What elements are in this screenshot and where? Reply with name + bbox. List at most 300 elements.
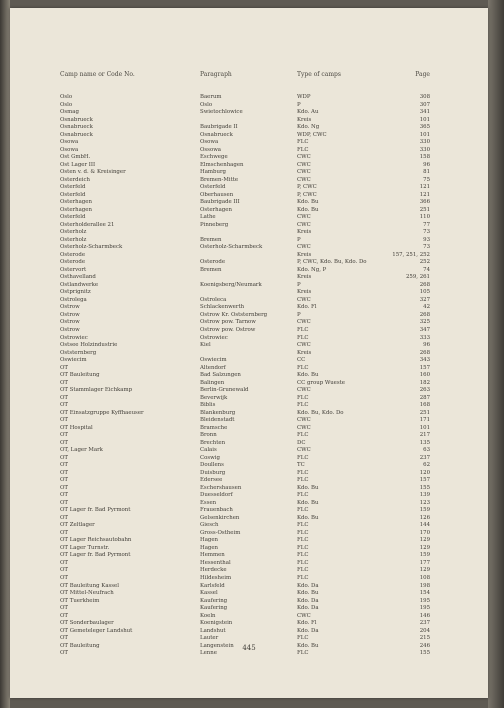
camp-type-cell: Kreis <box>297 229 312 236</box>
camp-type-cell: FLC <box>297 492 309 499</box>
table-row <box>10 222 488 230</box>
paragraph-cell: Hildesheim <box>200 575 232 581</box>
table-row <box>10 274 488 282</box>
camp-name-cell: Osterholz <box>60 229 87 236</box>
camp-name-cell: Ostervort <box>60 266 87 273</box>
page-ref-cell: 347 <box>419 326 430 333</box>
camp-name-cell: OT <box>60 514 69 521</box>
paragraph-cell: Kiel <box>200 342 211 349</box>
table-row <box>10 477 488 485</box>
camp-type-cell: FLC <box>297 522 309 529</box>
camp-name-cell: OT <box>60 394 69 401</box>
camp-name-cell: Oswiecim <box>60 357 87 364</box>
camp-name-cell: Osterode <box>60 259 86 266</box>
camp-name-cell: Osterode <box>60 251 86 258</box>
page-ref-cell: 268 <box>419 281 430 288</box>
binding-edge-left <box>0 0 10 708</box>
header-camp-name: Camp name or Code No. <box>60 71 135 78</box>
table-row <box>10 530 488 538</box>
table-row <box>10 485 488 493</box>
camp-name-cell: OT, Lager Mark <box>60 447 103 454</box>
camp-type-cell: FLC <box>297 334 309 341</box>
page-ref-cell: 287 <box>419 394 430 401</box>
header-page: Page <box>415 71 430 78</box>
camp-type-cell: P <box>297 101 301 108</box>
page-ref-cell: 81 <box>423 169 430 176</box>
camp-type-cell: CWC <box>297 154 311 161</box>
page-ref-cell: 157 <box>419 477 430 484</box>
camp-type-cell: P, CWC, Kdo. Bu, Kdo. Do <box>297 259 367 266</box>
table-row <box>10 470 488 478</box>
camp-type-cell: FLC <box>297 432 309 439</box>
page-ref-cell: 365 <box>419 124 430 131</box>
camp-name-cell: Ostrowiec <box>60 334 88 341</box>
camp-name-cell: Osterfeld <box>60 184 86 191</box>
page-ref-cell: 121 <box>419 184 430 191</box>
camp-name-cell: Ostrolega <box>60 296 87 303</box>
camp-type-cell: CC group Wueste <box>297 379 345 386</box>
camp-name-cell: OT Bauleitung Kassel <box>60 582 119 589</box>
page-ref-cell: 177 <box>419 559 430 566</box>
camp-name-cell: OT Bauleitung <box>60 372 100 379</box>
paragraph-cell: Oberhausen <box>200 191 234 198</box>
page-ref-cell: 144 <box>419 522 430 529</box>
paragraph-cell: Osterfeld <box>200 184 226 191</box>
camp-type-cell: FLC <box>297 537 309 544</box>
table-row <box>10 432 488 440</box>
table-row <box>10 380 488 388</box>
table-row <box>10 552 488 560</box>
camp-name-cell: OT <box>60 462 69 469</box>
camp-type-cell: Kdo. Da <box>297 605 319 612</box>
camp-type-cell: Kdo. Ng, P <box>297 266 327 273</box>
camp-name-cell: OT <box>60 650 69 657</box>
page-ref-cell: 110 <box>419 214 430 221</box>
paragraph-cell: Hagen <box>200 537 219 544</box>
paragraph-cell: Osnabrueck <box>200 131 233 138</box>
camp-name-cell: OT <box>60 364 69 371</box>
camp-type-cell: Kreis <box>297 116 312 123</box>
camp-name-cell: OT Gemeteleger Landshut <box>60 627 133 634</box>
table-row <box>10 244 488 252</box>
camp-type-cell: Kdo. Da <box>297 582 319 589</box>
page-ref-cell: 251 <box>419 206 430 213</box>
paragraph-cell: Kaufering <box>200 605 228 612</box>
paragraph-cell: Bad Salzungen <box>200 372 241 379</box>
table-row <box>10 192 488 200</box>
camp-name-cell: Ostprignitz <box>60 289 91 296</box>
camp-type-cell: CWC <box>297 319 311 326</box>
camp-type-cell: FLC <box>297 364 309 371</box>
camp-name-cell: OT <box>60 612 69 619</box>
camp-name-cell: Oslo <box>60 101 73 108</box>
page-ref-cell: 215 <box>419 635 430 642</box>
camp-name-cell: Osterdeich <box>60 176 90 183</box>
camp-name-cell: OT <box>60 379 69 386</box>
camp-name-cell: Ostrow <box>60 311 80 318</box>
camp-name-cell: OT Mittel-Neufrach <box>60 590 114 597</box>
camp-name-cell: OT Hospital <box>60 424 93 431</box>
paragraph-cell: Frauenbach <box>200 507 233 514</box>
camp-type-cell: Kdo. Bu <box>297 514 319 521</box>
paragraph-cell: Doullens <box>200 462 224 469</box>
camp-type-cell: Kdo. Bu <box>297 590 319 597</box>
table-row <box>10 455 488 463</box>
camp-type-cell: Kreis <box>297 274 312 281</box>
table-row <box>10 162 488 170</box>
camp-name-cell: OT <box>60 559 69 566</box>
page-ref-cell: 126 <box>419 514 430 521</box>
table-row <box>10 462 488 470</box>
camp-name-cell: OT Lager Turnstr. <box>60 544 110 551</box>
camp-name-cell: OT <box>60 499 69 506</box>
paragraph-cell: Kaufering <box>200 597 228 604</box>
paragraph-cell: Bronn <box>200 432 217 439</box>
page-ref-cell: 259, 261 <box>405 274 430 281</box>
page-ref-cell: 73 <box>423 229 430 236</box>
camp-type-cell: FLC <box>297 559 309 566</box>
camp-name-cell: Ost Lager III <box>60 161 96 168</box>
table-row <box>10 199 488 207</box>
camp-name-cell: Ostrow <box>60 304 80 311</box>
paragraph-cell: Bleidenstadt <box>200 417 235 424</box>
camp-type-cell: DC <box>297 439 306 446</box>
page-ref-cell: 158 <box>419 154 430 161</box>
page-ref-cell: 263 <box>419 387 430 394</box>
page-ref-cell: 101 <box>419 116 430 123</box>
paragraph-cell: Oslo <box>200 101 213 108</box>
page-ref-cell: 135 <box>419 439 430 446</box>
paragraph-cell: Pinneberg <box>200 221 229 228</box>
camp-name-cell: Ostrow <box>60 319 80 326</box>
table-row <box>10 628 488 636</box>
page-ref-cell: 75 <box>423 176 430 183</box>
page-ref-cell: 63 <box>423 447 430 454</box>
table-row <box>10 214 488 222</box>
table-row <box>10 410 488 418</box>
paragraph-cell: Osowa <box>200 139 219 146</box>
page-ref-cell: 121 <box>419 191 430 198</box>
table-header <box>10 71 488 79</box>
table-row <box>10 425 488 433</box>
table-row <box>10 229 488 237</box>
camp-type-cell: Kreis <box>297 349 312 356</box>
paragraph-cell: Ostroleca <box>200 296 227 303</box>
background-edge-right <box>488 0 504 708</box>
page-ref-cell: 42 <box>423 304 430 311</box>
table-row <box>10 395 488 403</box>
paragraph-cell: Osterholz-Scharmbeck <box>200 244 263 251</box>
table-row <box>10 327 488 335</box>
page-ref-cell: 129 <box>419 567 430 574</box>
table-row <box>10 440 488 448</box>
camp-name-cell: OT <box>60 477 69 484</box>
paragraph-cell: Calais <box>200 447 217 454</box>
paragraph-cell: Bremen <box>200 236 222 243</box>
page-ref-cell: 308 <box>419 94 430 100</box>
paragraph-cell: Baerum <box>200 94 222 100</box>
paragraph-cell: Karlsfeld <box>200 582 225 589</box>
paragraph-cell: Koenigsberg/Neumark <box>200 281 262 288</box>
camp-type-cell: Kreis <box>297 251 312 258</box>
paragraph-cell: Baubrigade II <box>200 124 238 131</box>
camp-type-cell: WDP <box>297 94 311 100</box>
camp-type-cell: Kdo. Da <box>297 627 319 634</box>
table-row <box>10 605 488 613</box>
paragraph-cell: Ostrow pow. Tarnow <box>200 319 256 326</box>
camp-type-cell: CWC <box>297 221 311 228</box>
camp-name-cell: OT <box>60 484 69 491</box>
camp-type-cell: FLC <box>297 529 309 536</box>
table-row <box>10 447 488 455</box>
header-paragraph: Paragraph <box>200 71 232 78</box>
camp-name-cell: OT <box>60 492 69 499</box>
table-row <box>10 537 488 545</box>
paragraph-cell: Ostrow pow. Ostrow <box>200 326 256 333</box>
camp-name-cell: OT Stammlager Eichkamp <box>60 387 133 394</box>
camp-name-cell: OT <box>60 605 69 612</box>
page-ref-cell: 251 <box>419 409 430 416</box>
camp-type-cell: FLC <box>297 635 309 642</box>
page-ref-cell: 74 <box>423 266 430 273</box>
paragraph-cell: Eschershausen <box>200 484 242 491</box>
page-ref-cell: 105 <box>419 289 430 296</box>
camp-type-cell: Kdo. Bu, Kdo. Do <box>297 409 344 416</box>
paragraph-cell: Berlin-Grunewald <box>200 387 249 394</box>
page-ref-cell: 157, 251, 252 <box>392 251 430 258</box>
camp-type-cell: Kreis <box>297 289 312 296</box>
camp-type-cell: P, CWC <box>297 191 317 198</box>
camp-type-cell: CWC <box>297 244 311 251</box>
camp-name-cell: OT <box>60 439 69 446</box>
camp-type-cell: FLC <box>297 544 309 551</box>
table-row <box>10 132 488 140</box>
table-row <box>10 297 488 305</box>
paragraph-cell: Duisburg <box>200 469 226 476</box>
paragraph-cell: Bremen-Mitte <box>200 176 239 183</box>
table-row <box>10 319 488 327</box>
camp-name-cell: OT Zeltlager <box>60 522 95 529</box>
page-ref-cell: 160 <box>419 372 430 379</box>
table-row <box>10 342 488 350</box>
camp-type-cell: Kdo. Ng <box>297 124 320 131</box>
paragraph-cell: Osterhagen <box>200 206 232 213</box>
table-row <box>10 545 488 553</box>
table-row <box>10 282 488 290</box>
camp-name-cell: Ostlandwerke <box>60 281 99 288</box>
camp-type-cell: FLC <box>297 567 309 574</box>
camp-name-cell: Ostsee Holzindustrie <box>60 342 118 349</box>
camp-type-cell: CWC <box>297 161 311 168</box>
camp-name-cell: OT Sonderbaulager <box>60 620 114 627</box>
table-row <box>10 154 488 162</box>
table-row <box>10 567 488 575</box>
table-row <box>10 147 488 155</box>
table-row <box>10 417 488 425</box>
page-ref-cell: 129 <box>419 544 430 551</box>
camp-type-cell: Kdo. Fl <box>297 304 317 311</box>
paragraph-cell: Hessenthal <box>200 559 231 566</box>
camp-type-cell: FLC <box>297 454 309 461</box>
page-ref-cell: 195 <box>419 605 430 612</box>
table-row <box>10 252 488 260</box>
camp-type-cell: FLC <box>297 402 309 409</box>
table-row <box>10 507 488 515</box>
camp-type-cell: CWC <box>297 176 311 183</box>
paragraph-cell: Lauter <box>200 635 219 642</box>
table-row <box>10 259 488 267</box>
camp-name-cell: Osnabrueck <box>60 131 93 138</box>
camp-type-cell: CWC <box>297 214 311 221</box>
paragraph-cell: Bramsche <box>200 424 228 431</box>
page-ref-cell: 330 <box>419 139 430 146</box>
page-ref-cell: 154 <box>419 590 430 597</box>
table-row <box>10 177 488 185</box>
camp-type-cell: FLC <box>297 469 309 476</box>
camp-name-cell: Osterhagen <box>60 199 92 206</box>
camp-type-cell: CWC <box>297 387 311 394</box>
camp-name-cell: OT Lager fr. Bad Pyrmont <box>60 552 131 559</box>
paragraph-cell: Lenne <box>200 650 217 657</box>
camp-type-cell: CWC <box>297 447 311 454</box>
paragraph-cell: Bremen <box>200 266 222 273</box>
camp-type-cell: Kdo. Da <box>297 597 319 604</box>
page-ref-cell: 93 <box>423 236 430 243</box>
camp-name-cell: OT Tuerkheim <box>60 597 100 604</box>
camp-type-cell: CWC <box>297 424 311 431</box>
page-ref-cell: 73 <box>423 244 430 251</box>
page-number: 445 <box>242 644 256 652</box>
page-ref-cell: 307 <box>419 101 430 108</box>
paragraph-cell: Hamburg <box>200 169 226 176</box>
page-ref-cell: 343 <box>419 357 430 364</box>
table-row <box>10 598 488 606</box>
camp-type-cell: FLC <box>297 394 309 401</box>
camp-name-cell: OT <box>60 529 69 536</box>
page-ref-cell: 120 <box>419 469 430 476</box>
page-ref-cell: 268 <box>419 311 430 318</box>
camp-name-cell: Osowa <box>60 139 79 146</box>
camp-type-cell: FLC <box>297 650 309 657</box>
page-ref-cell: 325 <box>419 319 430 326</box>
table-row <box>10 94 488 102</box>
page-ref-cell: 77 <box>423 221 430 228</box>
page-ref-cell: 330 <box>419 146 430 153</box>
camp-name-cell: OT <box>60 575 69 581</box>
camp-name-cell: Osmag <box>60 109 79 116</box>
camp-type-cell: Kdo. Bu <box>297 206 319 213</box>
camp-name-cell: OT <box>60 402 69 409</box>
table-row <box>10 184 488 192</box>
camp-table-body <box>10 94 488 658</box>
table-row <box>10 289 488 297</box>
camp-type-cell: Kdo. Bu <box>297 199 319 206</box>
paragraph-cell: Hemmen <box>200 552 225 559</box>
page-ref-cell: 101 <box>419 131 430 138</box>
paragraph-cell: Brechten <box>200 439 226 446</box>
table-row <box>10 492 488 500</box>
page-ref-cell: 108 <box>419 575 430 581</box>
page-ref-cell: 170 <box>419 529 430 536</box>
paragraph-cell: Koeln <box>200 612 216 619</box>
paragraph-cell: Gelsenkirchen <box>200 514 240 521</box>
page-ref-cell: 96 <box>423 342 430 349</box>
camp-type-cell: FLC <box>297 326 309 333</box>
camp-name-cell: Osowa <box>60 146 79 153</box>
paragraph-cell: Landshut <box>200 627 226 634</box>
paragraph-cell: Coswig <box>200 454 220 461</box>
page-ref-cell: 204 <box>419 627 430 634</box>
camp-name-cell: Osthavelland <box>60 274 96 281</box>
table-row <box>10 117 488 125</box>
camp-name-cell: Oststernberg <box>60 349 97 356</box>
paragraph-cell: Langenstein <box>200 642 234 649</box>
table-row <box>10 350 488 358</box>
paragraph-cell: Oswiecim <box>200 357 227 364</box>
table-row <box>10 402 488 410</box>
table-row <box>10 124 488 132</box>
camp-type-cell: Kdo. Fl <box>297 620 317 627</box>
table-row <box>10 139 488 147</box>
page-ref-cell: 366 <box>419 199 430 206</box>
table-row <box>10 169 488 177</box>
document-page <box>10 8 488 698</box>
page-ref-cell: 237 <box>419 620 430 627</box>
table-row <box>10 613 488 621</box>
table-row <box>10 522 488 530</box>
page-ref-cell: 157 <box>419 364 430 371</box>
table-row <box>10 304 488 312</box>
camp-type-cell: P <box>297 311 301 318</box>
camp-name-cell: Osnabrueck <box>60 116 93 123</box>
page-ref-cell: 96 <box>423 161 430 168</box>
paragraph-cell: Herdecke <box>200 567 227 574</box>
camp-name-cell: OT <box>60 635 69 642</box>
camp-type-cell: FLC <box>297 477 309 484</box>
camp-name-cell: Osten v. d. & Kreisinger <box>60 169 126 176</box>
camp-type-cell: TC <box>297 462 305 469</box>
camp-type-cell: CWC <box>297 612 311 619</box>
table-row <box>10 387 488 395</box>
paragraph-cell: Hagen <box>200 544 219 551</box>
camp-type-cell: P <box>297 281 301 288</box>
page-ref-cell: 101 <box>419 424 430 431</box>
camp-name-cell: Ost GmbH. <box>60 154 91 161</box>
table-row <box>10 267 488 275</box>
page-ref-cell: 62 <box>423 462 430 469</box>
page-ref-cell: 237 <box>419 454 430 461</box>
table-row <box>10 500 488 508</box>
camp-type-cell: FLC <box>297 146 309 153</box>
page-ref-cell: 198 <box>419 582 430 589</box>
camp-name-cell: Osterfeld <box>60 191 86 198</box>
page-ref-cell: 252 <box>419 259 430 266</box>
camp-type-cell: FLC <box>297 552 309 559</box>
camp-type-cell: CWC <box>297 296 311 303</box>
camp-name-cell: OT Lager fr. Bad Pyrmont <box>60 507 131 514</box>
page-ref-cell: 155 <box>419 484 430 491</box>
paragraph-cell: Essen <box>200 499 217 506</box>
camp-type-cell: FLC <box>297 507 309 514</box>
page-ref-cell: 171 <box>419 417 430 424</box>
page-ref-cell: 159 <box>419 552 430 559</box>
paragraph-cell: Blankenburg <box>200 409 236 416</box>
table-row <box>10 372 488 380</box>
paragraph-cell: Giesch <box>200 522 219 529</box>
camp-name-cell: Oslo <box>60 94 73 100</box>
paragraph-cell: Edersee <box>200 477 223 484</box>
page-ref-cell: 182 <box>419 379 430 386</box>
